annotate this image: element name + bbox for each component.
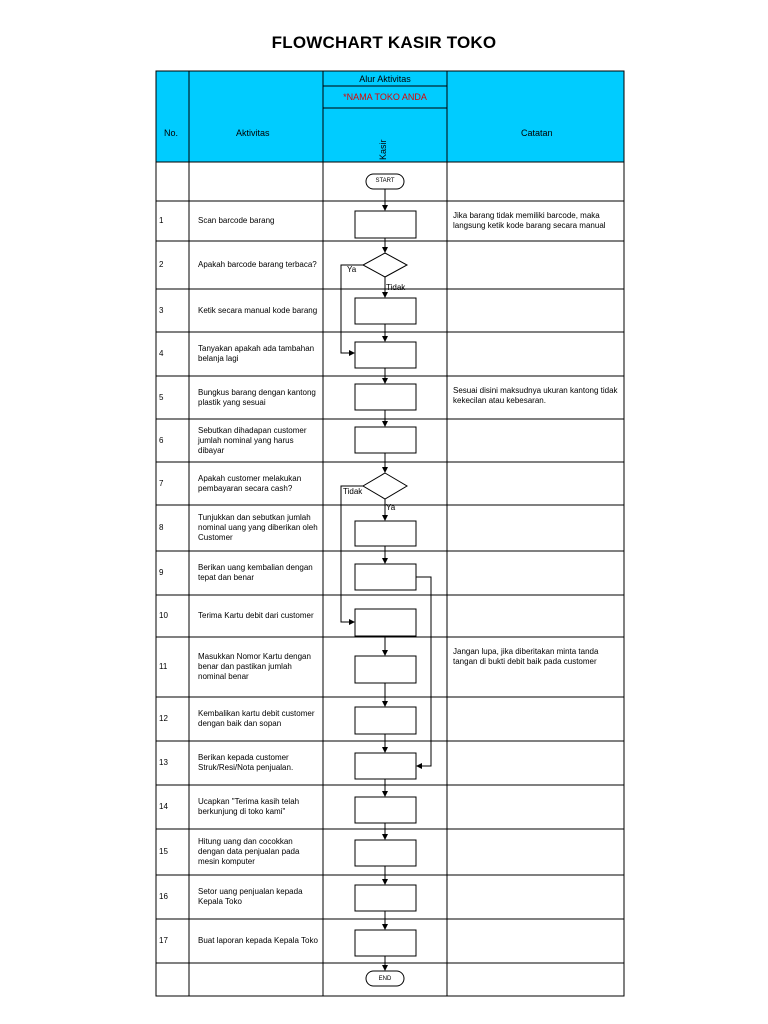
- table-header-bg: [156, 71, 624, 162]
- process-box-10: [355, 609, 416, 636]
- row-activity: Sebutkan dihadapan customer jumlah nominal yang harus dibayar: [198, 425, 307, 455]
- row-number: 3: [159, 305, 164, 315]
- header-alur-aktivitas: Alur Aktivitas: [359, 74, 411, 84]
- row-activity: Hitung uang dan cocokkan dengan data penjualan pada mesin komputer: [198, 837, 300, 866]
- row-number: 8: [159, 523, 164, 532]
- row-number: 17: [159, 936, 168, 945]
- row-activity: Apakah barcode barang terbaca?: [198, 260, 317, 269]
- row-number: 7: [159, 478, 164, 488]
- decision-diamond-7: [363, 473, 407, 499]
- decision-diamond-2: [363, 253, 407, 277]
- process-box-4: [355, 342, 416, 368]
- process-box-11: [355, 656, 416, 683]
- process-box-5: [355, 384, 416, 410]
- process-box-14: [355, 797, 416, 823]
- row-activity: Buat laporan kepada Kepala Toko: [198, 936, 318, 945]
- row-number: 14: [159, 802, 168, 811]
- row-activity: Setor uang penjualan kepada Kepala Toko: [198, 887, 303, 906]
- row-note: Jangan lupa, jika diberitakan minta tanda tangan di bukti debit baik pada customer: [453, 647, 599, 666]
- process-box-6: [355, 427, 416, 453]
- row-number: 2: [159, 260, 164, 269]
- row-activity: Apakah customer melakukan pembayaran secara cash?: [198, 473, 302, 493]
- row-note: Sesuai disini maksudnya ukuran kantong tidak kekecilan atau kebesaran.: [453, 386, 618, 405]
- process-box-3: [355, 298, 416, 324]
- process-box-16: [355, 885, 416, 911]
- row-activity: Ucapkan "Terima kasih telah berkunjung di toko kami": [198, 797, 300, 816]
- process-box-8: [355, 521, 416, 546]
- row-number: 13: [159, 758, 168, 767]
- decision1-no-label: Tidak: [386, 283, 406, 292]
- process-box-1: [355, 211, 416, 238]
- row-note: Jika barang tidak memiliki barcode, maka langsung ketik kode barang secara manual: [453, 211, 606, 230]
- decision2-yes-label: Ya: [386, 503, 396, 512]
- row-activity: Ketik secara manual kode barang: [198, 305, 318, 315]
- process-box-17: [355, 930, 416, 956]
- row-activity: Scan barcode barang: [198, 216, 275, 225]
- row-number: 12: [159, 714, 168, 723]
- header-catatan: Catatan: [521, 128, 553, 138]
- row-activity: Bungkus barang dengan kantong plastik yang sesuai: [198, 387, 316, 407]
- document-title: FLOWCHART KASIR TOKO: [271, 33, 497, 52]
- header-kasir: Kasir: [378, 139, 388, 160]
- row-activity: Berikan uang kembalian dengan tepat dan benar: [198, 563, 313, 582]
- header-aktivitas: Aktivitas: [236, 128, 270, 138]
- end-label: END: [378, 976, 392, 982]
- row-number: 15: [159, 847, 168, 856]
- decision2-no-label: Tidak: [343, 487, 363, 496]
- row-activity: Kembalikan kartu debit customer dengan baik dan sopan: [198, 709, 315, 728]
- row-number: 5: [159, 392, 164, 402]
- arrow-loop: [416, 577, 431, 766]
- start-label: START: [375, 178, 395, 184]
- row-number: 6: [159, 435, 164, 445]
- process-box-13: [355, 753, 416, 779]
- row-number: 11: [159, 662, 168, 671]
- process-box-15: [355, 840, 416, 866]
- arrow-no-branch: [341, 486, 363, 622]
- row-activity: Tunjukkan dan sebutkan jumlah nominal uang yang diberikan oleh Customer: [198, 513, 318, 542]
- process-box-9: [355, 564, 416, 590]
- row-activity: Terima Kartu debit dari customer: [198, 611, 314, 620]
- row-number: 9: [159, 568, 164, 577]
- row-number: 1: [159, 216, 164, 225]
- decision1-yes-label: Ya: [347, 265, 357, 274]
- row-number: 4: [159, 349, 164, 358]
- row-number: 16: [159, 892, 168, 901]
- row-number: 10: [159, 611, 168, 620]
- process-box-12: [355, 707, 416, 734]
- header-nama-toko: *NAMA TOKO ANDA: [343, 92, 427, 102]
- row-activity: Berikan kepada customer Struk/Resi/Nota penjualan.: [198, 753, 294, 772]
- row-activity: Masukkan Nomor Kartu dengan benar dan pastikan jumlah nominal benar: [198, 652, 311, 681]
- row-activity: Tanyakan apakah ada tambahan belanja lagi: [198, 344, 315, 363]
- header-no: No.: [164, 128, 179, 138]
